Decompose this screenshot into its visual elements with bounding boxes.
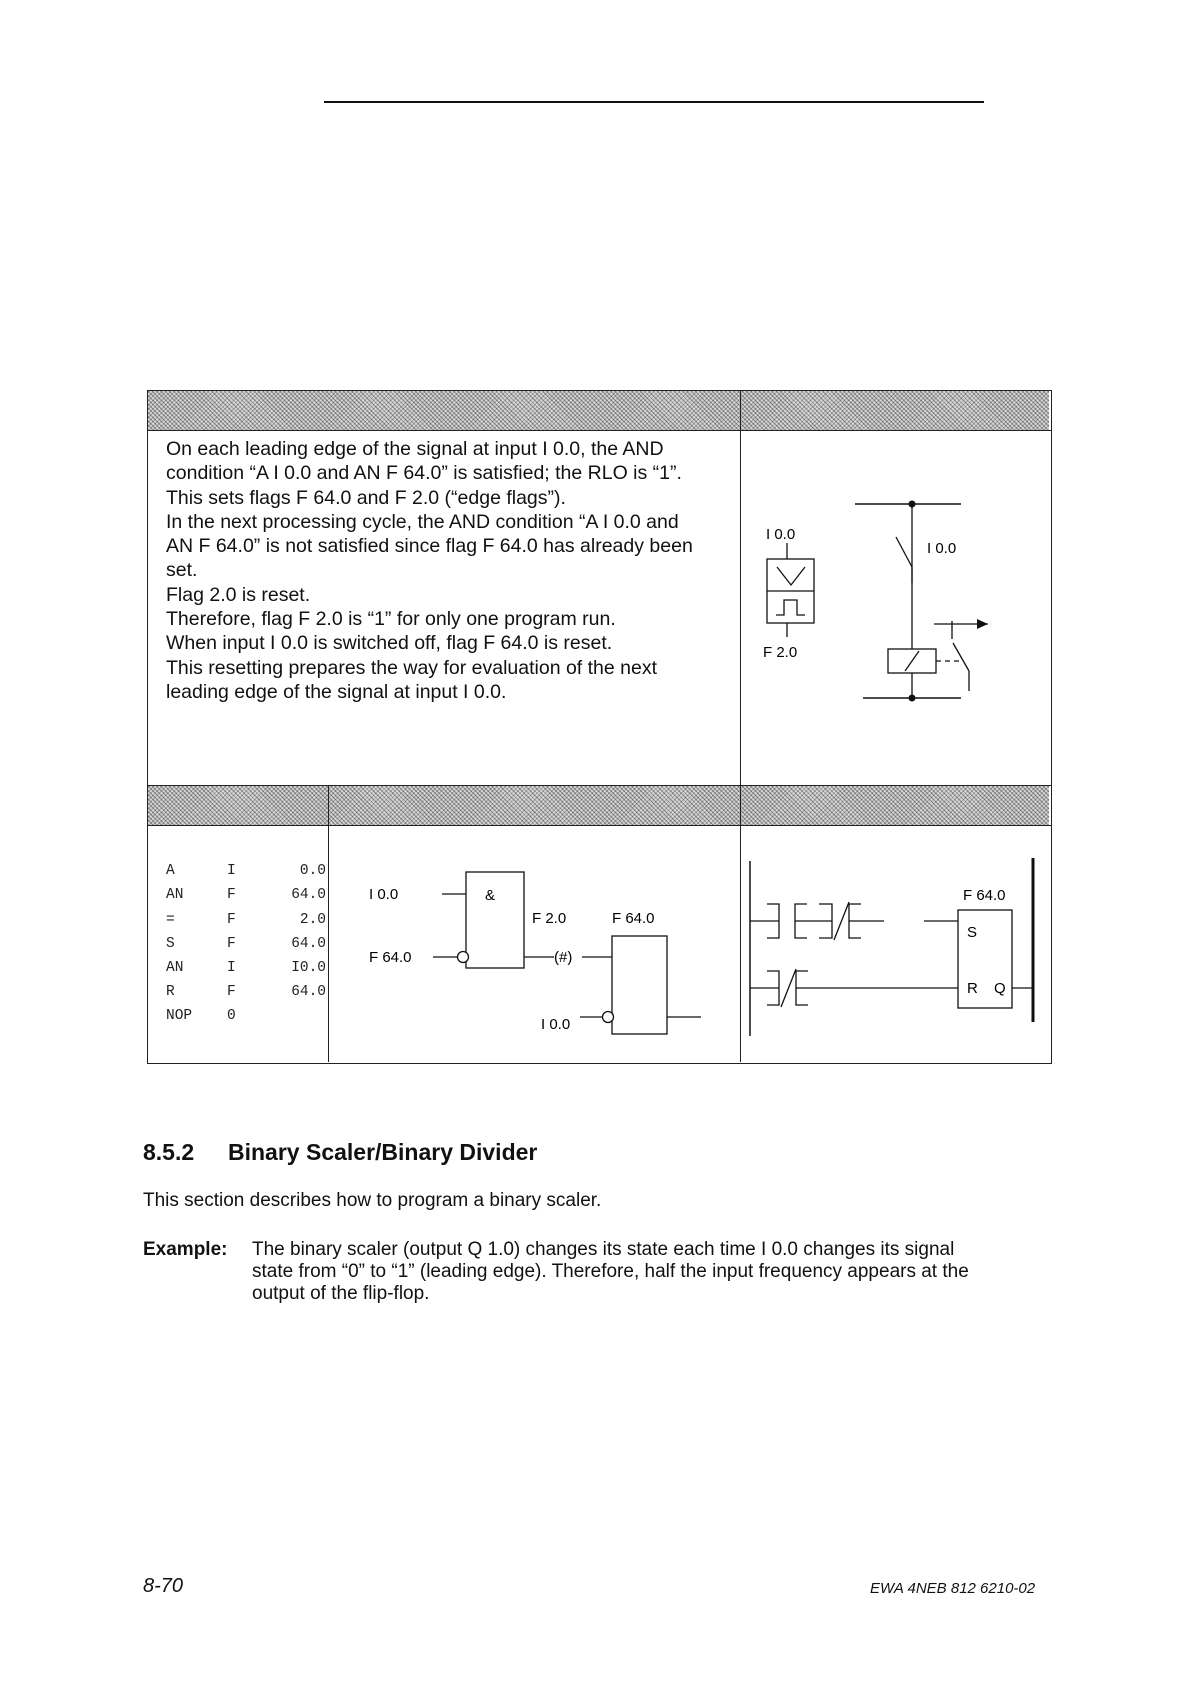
flipflop-output-label: Q [994,980,1006,997]
stl-operand-address: 64.0 [291,887,326,903]
stl-operand-type: F [227,936,236,952]
reset-input-label: R [967,980,978,997]
set-input-label: S [967,924,978,941]
stl-operation: AN [166,960,184,976]
contact-label: I 0.0 [927,540,957,557]
stl-operation: = [166,912,175,928]
description-line: This sets flags F 64.0 and F 2.0 (“edge flags”). [166,486,566,509]
example-line: output of the flip-flop. [252,1283,430,1304]
stl-row [166,912,326,932]
description-line: leading edge of the signal at input I 0.0. [166,680,507,703]
description-line: On each leading edge of the signal at input I 0.0, the AND [166,438,664,460]
stl-operand-type: I [227,960,236,976]
and-gate-symbol: & [485,887,496,904]
description-line: Therefore, flag F 2.0 is “1” for only one program run. [166,608,616,631]
stl-operand-type: F [227,984,236,1000]
description-line: set. [166,559,198,582]
csf-connector-label: (#) [554,949,573,966]
arrow-head-icon [977,619,988,629]
stl-operand-type: I [227,863,236,879]
stl-operation: S [166,936,175,952]
junction-dot [909,695,916,702]
example-line: state from “0” to “1” (leading edge). Therefore, half the input frequency appears at the [252,1261,969,1282]
nc-contact-slash [781,969,796,1007]
description-line: condition “A I 0.0 and AN F 64.0” is satisfied; the RLO is “1”. [166,462,682,485]
csf-input-label: I 0.0 [369,886,399,903]
stl-operation: R [166,984,175,1000]
document-id: EWA 4NEB 812 6210-02 [870,1580,1036,1597]
switch-contact-icon [896,537,912,567]
section-number: 8.5.2 [143,1139,195,1165]
stl-operand-address: I0.0 [291,960,326,976]
stl-row [166,863,326,883]
stl-row [166,887,326,907]
ladder-flipflop-label: F 64.0 [963,887,1006,904]
header-rule [324,101,984,103]
description-line: When input I 0.0 is switched off, flag F 64.0 is reset. [166,632,613,655]
symbol-output-label: F 2.0 [763,644,798,661]
csf-flipflop-label: F 64.0 [612,910,655,927]
stl-operation: AN [166,887,184,903]
stl-operation: NOP [166,1008,193,1024]
stl-operand-type: F [227,912,236,928]
pulse-icon [776,600,805,615]
stl-operand-type: 0 [227,1008,236,1024]
description-line: AN F 64.0” is not satisfied since flag F 64.0 has already been [166,535,693,558]
example-text [252,1239,1032,1305]
flipflop-box [612,936,667,1034]
edge-triangle-icon [777,567,805,585]
stl-operand-address: 2.0 [299,912,326,928]
example-label: Example: [143,1239,228,1260]
edge-symbol-diagram [741,431,1049,785]
stl-operation: A [166,863,175,879]
csf-output-flag-label: F 2.0 [532,910,567,927]
relay-coil-slash [905,651,919,671]
description-line: Flag 2.0 is reset. [166,583,311,606]
table-header-hatch-top [148,391,1049,430]
negation-circle-icon [458,952,469,963]
stl-row [166,984,326,1004]
description-line: In the next processing cycle, the AND condition “A I 0.0 and [166,510,679,533]
relay-contact-icon [953,643,969,671]
csf-negated-input-label: F 64.0 [369,949,412,966]
table-header-hatch-middle [148,785,1049,825]
stl-operand-address: 0.0 [299,863,326,879]
page-number: 8-70 [143,1575,184,1597]
example-line: The binary scaler (output Q 1.0) changes its state each time I 0.0 changes its signal [252,1239,955,1260]
stl-row [166,1008,326,1028]
stl-operand-type: F [227,887,236,903]
section-heading [143,1139,537,1166]
section-intro: This section describes how to program a binary scaler. [143,1190,602,1211]
symbol-input-label: I 0.0 [766,526,796,543]
stl-row [166,960,326,980]
stl-operand-address: 64.0 [291,984,326,1000]
csf-diagram [329,826,740,1062]
ladder-diagram [741,826,1049,1062]
edge-evaluation-description [166,437,736,704]
stl-row [166,936,326,956]
nc-contact-slash [834,902,849,940]
csf-reset-input-label: I 0.0 [541,1016,571,1033]
negation-circle-icon [603,1012,614,1023]
section-title: Binary Scaler/Binary Divider [228,1139,538,1165]
table-divider [147,785,1051,786]
description-line: This resetting prepares the way for evaluation of the next [166,656,658,679]
stl-operand-address: 64.0 [291,936,326,952]
